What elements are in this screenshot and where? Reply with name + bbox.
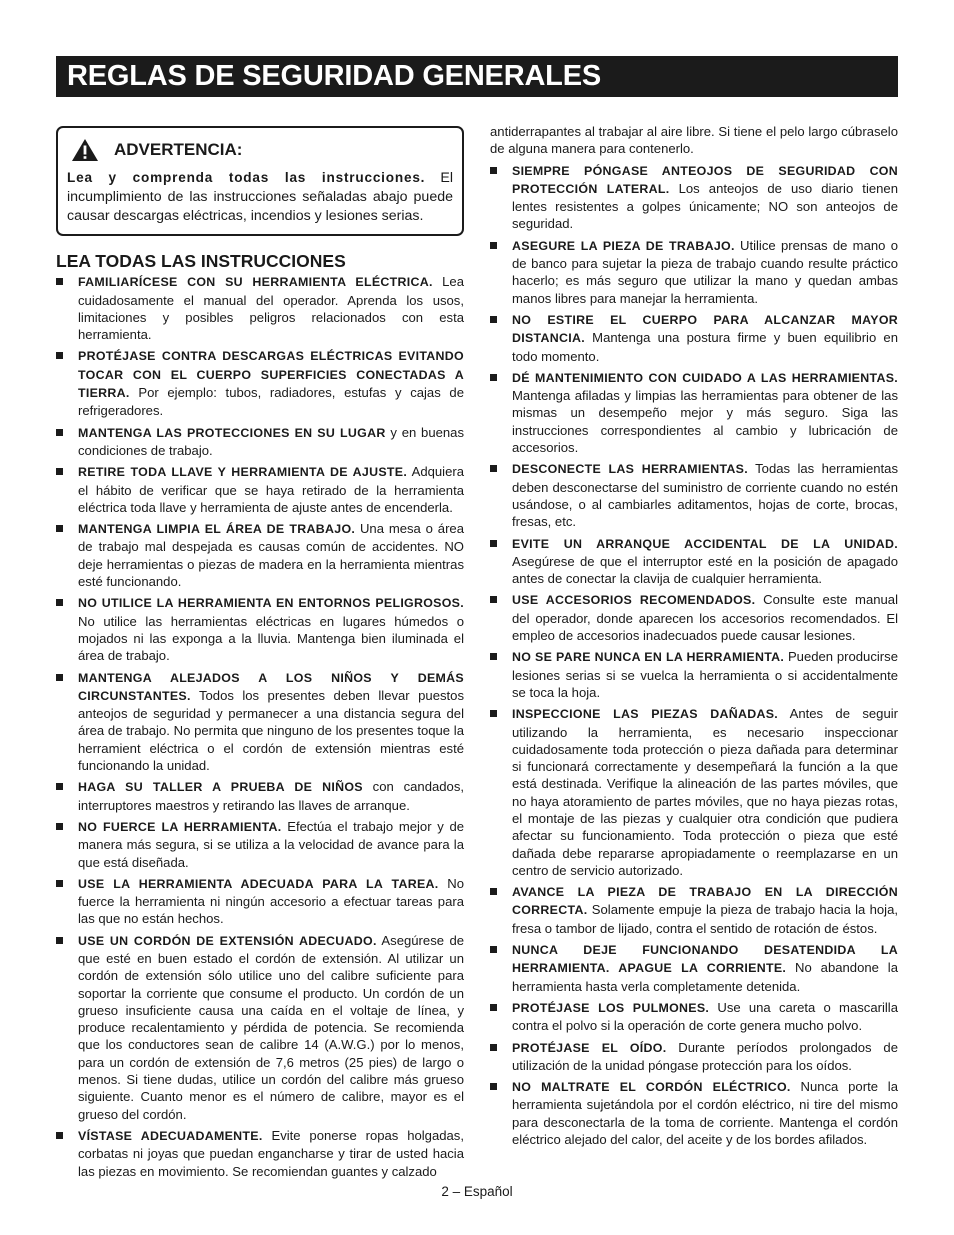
- rule-item: [56, 463, 464, 516]
- rule-text: No utilice las herramientas eléctricas en lugares húmedos o mojados ni las exponga a la lluvia. Mantenga bien iluminada el área de trabajo.: [78, 613, 464, 664]
- rule-item: [56, 778, 464, 814]
- square-bullet-icon: [490, 596, 497, 603]
- rule-lead: DÉ MANTENIMIENTO CON CUIDADO A LAS HERRAMIENTAS.: [512, 370, 898, 385]
- rule-item: [56, 1127, 464, 1180]
- rule-item: [56, 520, 464, 590]
- rule-item: [490, 705, 898, 879]
- square-bullet-icon: [56, 1132, 63, 1139]
- left-column: [56, 120, 464, 1184]
- rule-lead: MANTENGA LIMPIA EL ÁREA DE TRABAJO.: [78, 522, 356, 537]
- square-bullet-icon: [56, 278, 63, 285]
- rule-lead: USE ACCESORIOS RECOMENDADOS.: [512, 593, 756, 608]
- rule-lead: NUNCA DEJE FUNCIONANDO DESATENDIDA LA HERRAMIENTA. APAGUE LA CORRIENTE.: [512, 943, 898, 976]
- rule-text: Consulte este manual del operador, donde aparecen los accesorios recomendados. El empleo de accesorios inadecuados puede causar lesiones.: [512, 592, 898, 644]
- rule-item: [490, 162, 898, 233]
- rule-text: Todas las herramientas deben desconectarse del suministro de corriente cuando no estén usándose, o al cambiarles aditamentos, hojas de corte, brocas, fresas, etc.: [512, 461, 898, 530]
- rule-text: Durante períodos prolongados de utilización de la unidad póngase protección para los oídos.: [512, 1039, 898, 1073]
- rule-text: Evite ponerse ropas holgadas, corbatas ni joyas que puedan engancharse y tirar de usted hacia las piezas en movimiento. Se recomiendan guantes y calzado: [78, 1127, 464, 1179]
- square-bullet-icon: [56, 880, 63, 887]
- rule-text: Utilice prensas de mano o de banco para sujetar la pieza de trabajo cuando resulte práctico hacerlo; es más seguro que utilizar la mano y quedan ambas manos libres para manejar la herramienta.: [512, 237, 898, 306]
- rule-item: [56, 594, 464, 664]
- rule-item: [56, 347, 464, 419]
- square-bullet-icon: [56, 823, 63, 830]
- square-bullet-icon: [56, 468, 63, 475]
- square-bullet-icon: [56, 599, 63, 606]
- rule-lead: INSPECCIONE LAS PIEZAS DAÑADAS.: [512, 707, 779, 722]
- right-column: [490, 123, 898, 1152]
- rule-item: [490, 535, 898, 588]
- rule-text: Solamente empuje la pieza de trabajo hacia la hoja, fresa o tambor de lijado, contra el sentido de rotación de éstos.: [512, 902, 898, 936]
- rule-lead: USE UN CORDÓN DE EXTENSIÓN ADECUADO.: [78, 933, 377, 948]
- rule-text: y en buenas condiciones de trabajo.: [78, 424, 464, 458]
- rule-text: Use una careta o mascarilla contra el polvo si la operación de corte genera mucho polvo.: [512, 999, 898, 1034]
- rule-lead: NO UTILICE LA HERRAMIENTA EN ENTORNOS PELIGROSOS.: [78, 596, 464, 611]
- rule-lead: MANTENGA ALEJADOS A LOS NIÑOS Y DEMÁS CIRCUNSTANTES.: [78, 670, 464, 703]
- square-bullet-icon: [490, 946, 497, 953]
- rule-lead: PROTÉJASE LOS PULMONES.: [512, 1000, 710, 1015]
- rule-item: [490, 999, 898, 1035]
- square-bullet-icon: [490, 242, 497, 249]
- rule-lead: SIEMPRE PÓNGASE ANTEOJOS DE SEGURIDAD CON PROTECCIÓN LATERAL.: [512, 163, 898, 196]
- rule-lead: ASEGURE LA PIEZA DE TRABAJO.: [512, 238, 735, 253]
- square-bullet-icon: [56, 525, 63, 532]
- rule-item: [490, 1078, 898, 1148]
- square-bullet-icon: [56, 937, 63, 944]
- square-bullet-icon: [490, 710, 497, 717]
- square-bullet-icon: [490, 167, 497, 174]
- page-footer: 2 – Español: [441, 1184, 513, 1199]
- rule-lead: HAGA SU TALLER A PRUEBA DE NIÑOS: [78, 780, 363, 795]
- continued-text: antiderrapantes al trabajar al aire libre. Si tiene el pelo largo cúbraselo de alguna manera para contenerlo.: [490, 124, 898, 157]
- square-bullet-icon: [56, 429, 63, 436]
- rule-item: [490, 883, 898, 937]
- rule-text: Por ejemplo: tubos, radiadores, estufas y cajas de refrigeradores.: [78, 385, 464, 419]
- rule-text: Una mesa o área de trabajo mal despejada es causas común de accidentes. NO deje herramientas o piezas de madera en la herramienta mientras esté funcionando.: [78, 521, 464, 590]
- square-bullet-icon: [490, 1004, 497, 1011]
- rule-text: No abandone la herramienta hasta verla completamente detenida.: [512, 960, 898, 994]
- square-bullet-icon: [490, 1044, 497, 1051]
- rule-lead: EVITE UN ARRANQUE ACCIDENTAL DE LA UNIDAD.: [512, 536, 898, 551]
- rule-lead: MANTENGA LAS PROTECCIONES EN SU LUGAR: [78, 425, 386, 440]
- rule-lead: NO MALTRATE EL CORDÓN ELÉCTRICO.: [512, 1080, 791, 1095]
- rule-text: Nunca porte la herramienta sujetándola por el cordón eléctrico, ni tire del mismo para desconectarla de la toma de corriente. Mantenga el cordón eléctrico alejado del calor, del aceite y de los bordes afilados.: [512, 1079, 898, 1148]
- square-bullet-icon: [490, 465, 497, 472]
- square-bullet-icon: [490, 888, 497, 895]
- right-rules-list: [490, 162, 898, 1149]
- square-bullet-icon: [490, 653, 497, 660]
- warning-box: [56, 126, 464, 236]
- rule-item: [490, 369, 898, 456]
- rule-item: [490, 1039, 898, 1075]
- rule-item: [56, 932, 464, 1123]
- square-bullet-icon: [490, 316, 497, 323]
- rule-item: [56, 818, 464, 871]
- rule-lead: DESCONECTE LAS HERRAMIENTAS.: [512, 462, 748, 477]
- rule-item: [490, 460, 898, 530]
- rule-text: con candados, interruptores maestros y retirando las llaves de arranque.: [78, 779, 465, 813]
- rule-text: Efectúa el trabajo mejor y de manera más segura, si se utiliza a la velocidad de avance para la que está diseñada.: [78, 818, 465, 870]
- rule-text: Asegúrese de que el interruptor esté en la posición de apagado antes de conectar la clavija de cualquier herramienta.: [512, 553, 898, 587]
- rule-lead: NO SE PARE NUNCA EN LA HERRAMIENTA.: [512, 650, 785, 665]
- square-bullet-icon: [490, 540, 497, 547]
- rule-lead: NO ESTIRE EL CUERPO PARA ALCANZAR MAYOR DISTANCIA.: [512, 312, 898, 346]
- square-bullet-icon: [56, 674, 63, 681]
- rule-lead: USE LA HERRAMIENTA ADECUADA PARA LA TAREA.: [78, 876, 439, 891]
- left-rules-list: [56, 273, 464, 1180]
- rule-lead: AVANCE LA PIEZA DE TRABAJO EN LA DIRECCIÓN CORRECTA.: [512, 885, 898, 918]
- rule-item: [56, 424, 464, 460]
- rule-lead: RETIRE TODA LLAVE Y HERRAMIENTA DE AJUSTE.: [78, 465, 408, 480]
- rule-text: Los anteojos de uso diario tienen lentes resistentes a golpes únicamente; NO son anteojos de seguridad.: [512, 180, 898, 232]
- warning-title: ADVERTENCIA:: [114, 140, 243, 160]
- rule-lead: VÍSTASE ADECUADAMENTE.: [78, 1128, 263, 1143]
- rule-lead: PROTÉJASE CONTRA DESCARGAS ELÉCTRICAS EVITANDO TOCAR CON EL CUERPO SUPERFICIES CONECTADAS A TIERRA.: [78, 349, 464, 401]
- rule-item: [56, 669, 464, 775]
- rule-text: Lea cuidadosamente el manual del operador. Aprenda los usos, limitaciones y posibles peligros relacionados con esta herramienta.: [78, 274, 464, 343]
- square-bullet-icon: [490, 1083, 497, 1090]
- rule-text: No fuerce la herramienta ni ningún accesorio a efectuar tareas para las que no están hechos.: [78, 875, 464, 927]
- page-title: REGLAS DE SEGURIDAD GENERALES: [56, 56, 898, 97]
- warning-lead: Lea y comprenda todas las instrucciones.: [67, 170, 426, 185]
- rule-item: [56, 875, 464, 928]
- rule-item: [56, 273, 464, 343]
- square-bullet-icon: [56, 352, 63, 359]
- rule-text: Todos los presentes deben llevar puestos anteojos de seguridad y permanecer a una distancia segura del área de trabajo. No permita que ninguno de los presentes toque la herramient eléctrica o el cordón de extensión mientras esté funcionando la unidad.: [78, 687, 464, 774]
- square-bullet-icon: [490, 374, 497, 381]
- rule-item: [490, 941, 898, 995]
- rule-text: Pueden producirse lesiones serias si se vuelca la herramienta o si accidentalmente se toca la hoja.: [512, 649, 898, 700]
- rule-text: Adquiera el hábito de verificar que se haya retirado de la herramienta eléctrica toda llave y herramienta de ajuste antes de encenderla.: [78, 464, 464, 515]
- rule-item: [490, 648, 898, 701]
- rule-lead: FAMILIARÍCESE CON SU HERRAMIENTA ELÉCTRICA.: [78, 275, 433, 290]
- square-bullet-icon: [56, 783, 63, 790]
- rule-text: Mantenga afiladas y limpias las herramientas para obtener de las mismas un desempeño mejor y más seguro. Siga las instrucciones correspondientes al cambio y lubricación de accesorios.: [512, 388, 898, 456]
- warning-text: [67, 168, 453, 226]
- section-title: LEA TODAS LAS INSTRUCCIONES: [56, 251, 346, 271]
- rule-item: [490, 591, 898, 644]
- warning-header: [67, 138, 453, 162]
- rule-item: [490, 311, 898, 365]
- warning-triangle-icon: [71, 138, 99, 162]
- rule-text: Asegúrese de que esté en buen estado el cordón de extensión. Al utilizar un cordón de extensión sólo utilice uno del calibre suficiente para soportar la corriente que consume el producto. Un cordón de un grueso insuficiente causa una caída en el voltaje de línea, y produce recalentamiento y pérdida de potencia. Se recomienda que los conductores sean de calibre 14 (A.W.G.) por lo menos, para un cordón de extensión de 7,6 metros (25 pies) de largo o menos. Si tiene dudas, utilice un cordón del calibre más grueso siguiente. Cuanto menor es el número de calibre, mayor es el grueso del cordón.: [78, 932, 465, 1122]
- warning-body: El incumplimiento de las instrucciones señaladas abajo puede causar descargas eléctricas, incendios y lesiones serias.: [67, 170, 453, 224]
- rule-text: Antes de seguir utilizando la herramienta, es necesario inspeccionar cuidadosamente toda protección o pieza dañada para determinar si funcionará correctamente y desempeñará la función a la que está destinada. Verifique la alineación de las partes móviles, que no haya atoramiento de partes móviles, que no haya piezas rotas, el montaje de las piezas y cualquier otra condición que pudiera afectar su funcionamiento. Toda protección o pieza que esté dañada debe repararse apropiadamente o reemplazarse en un centro de servicio autorizado.: [512, 706, 898, 878]
- rule-lead: PROTÉJASE EL OÍDO.: [512, 1040, 667, 1055]
- rule-lead: NO FUERCE LA HERRAMIENTA.: [78, 819, 282, 834]
- rule-item: [490, 237, 898, 307]
- rule-text: Mantenga una postura firme y buen equilibrio en todo momento.: [512, 330, 898, 364]
